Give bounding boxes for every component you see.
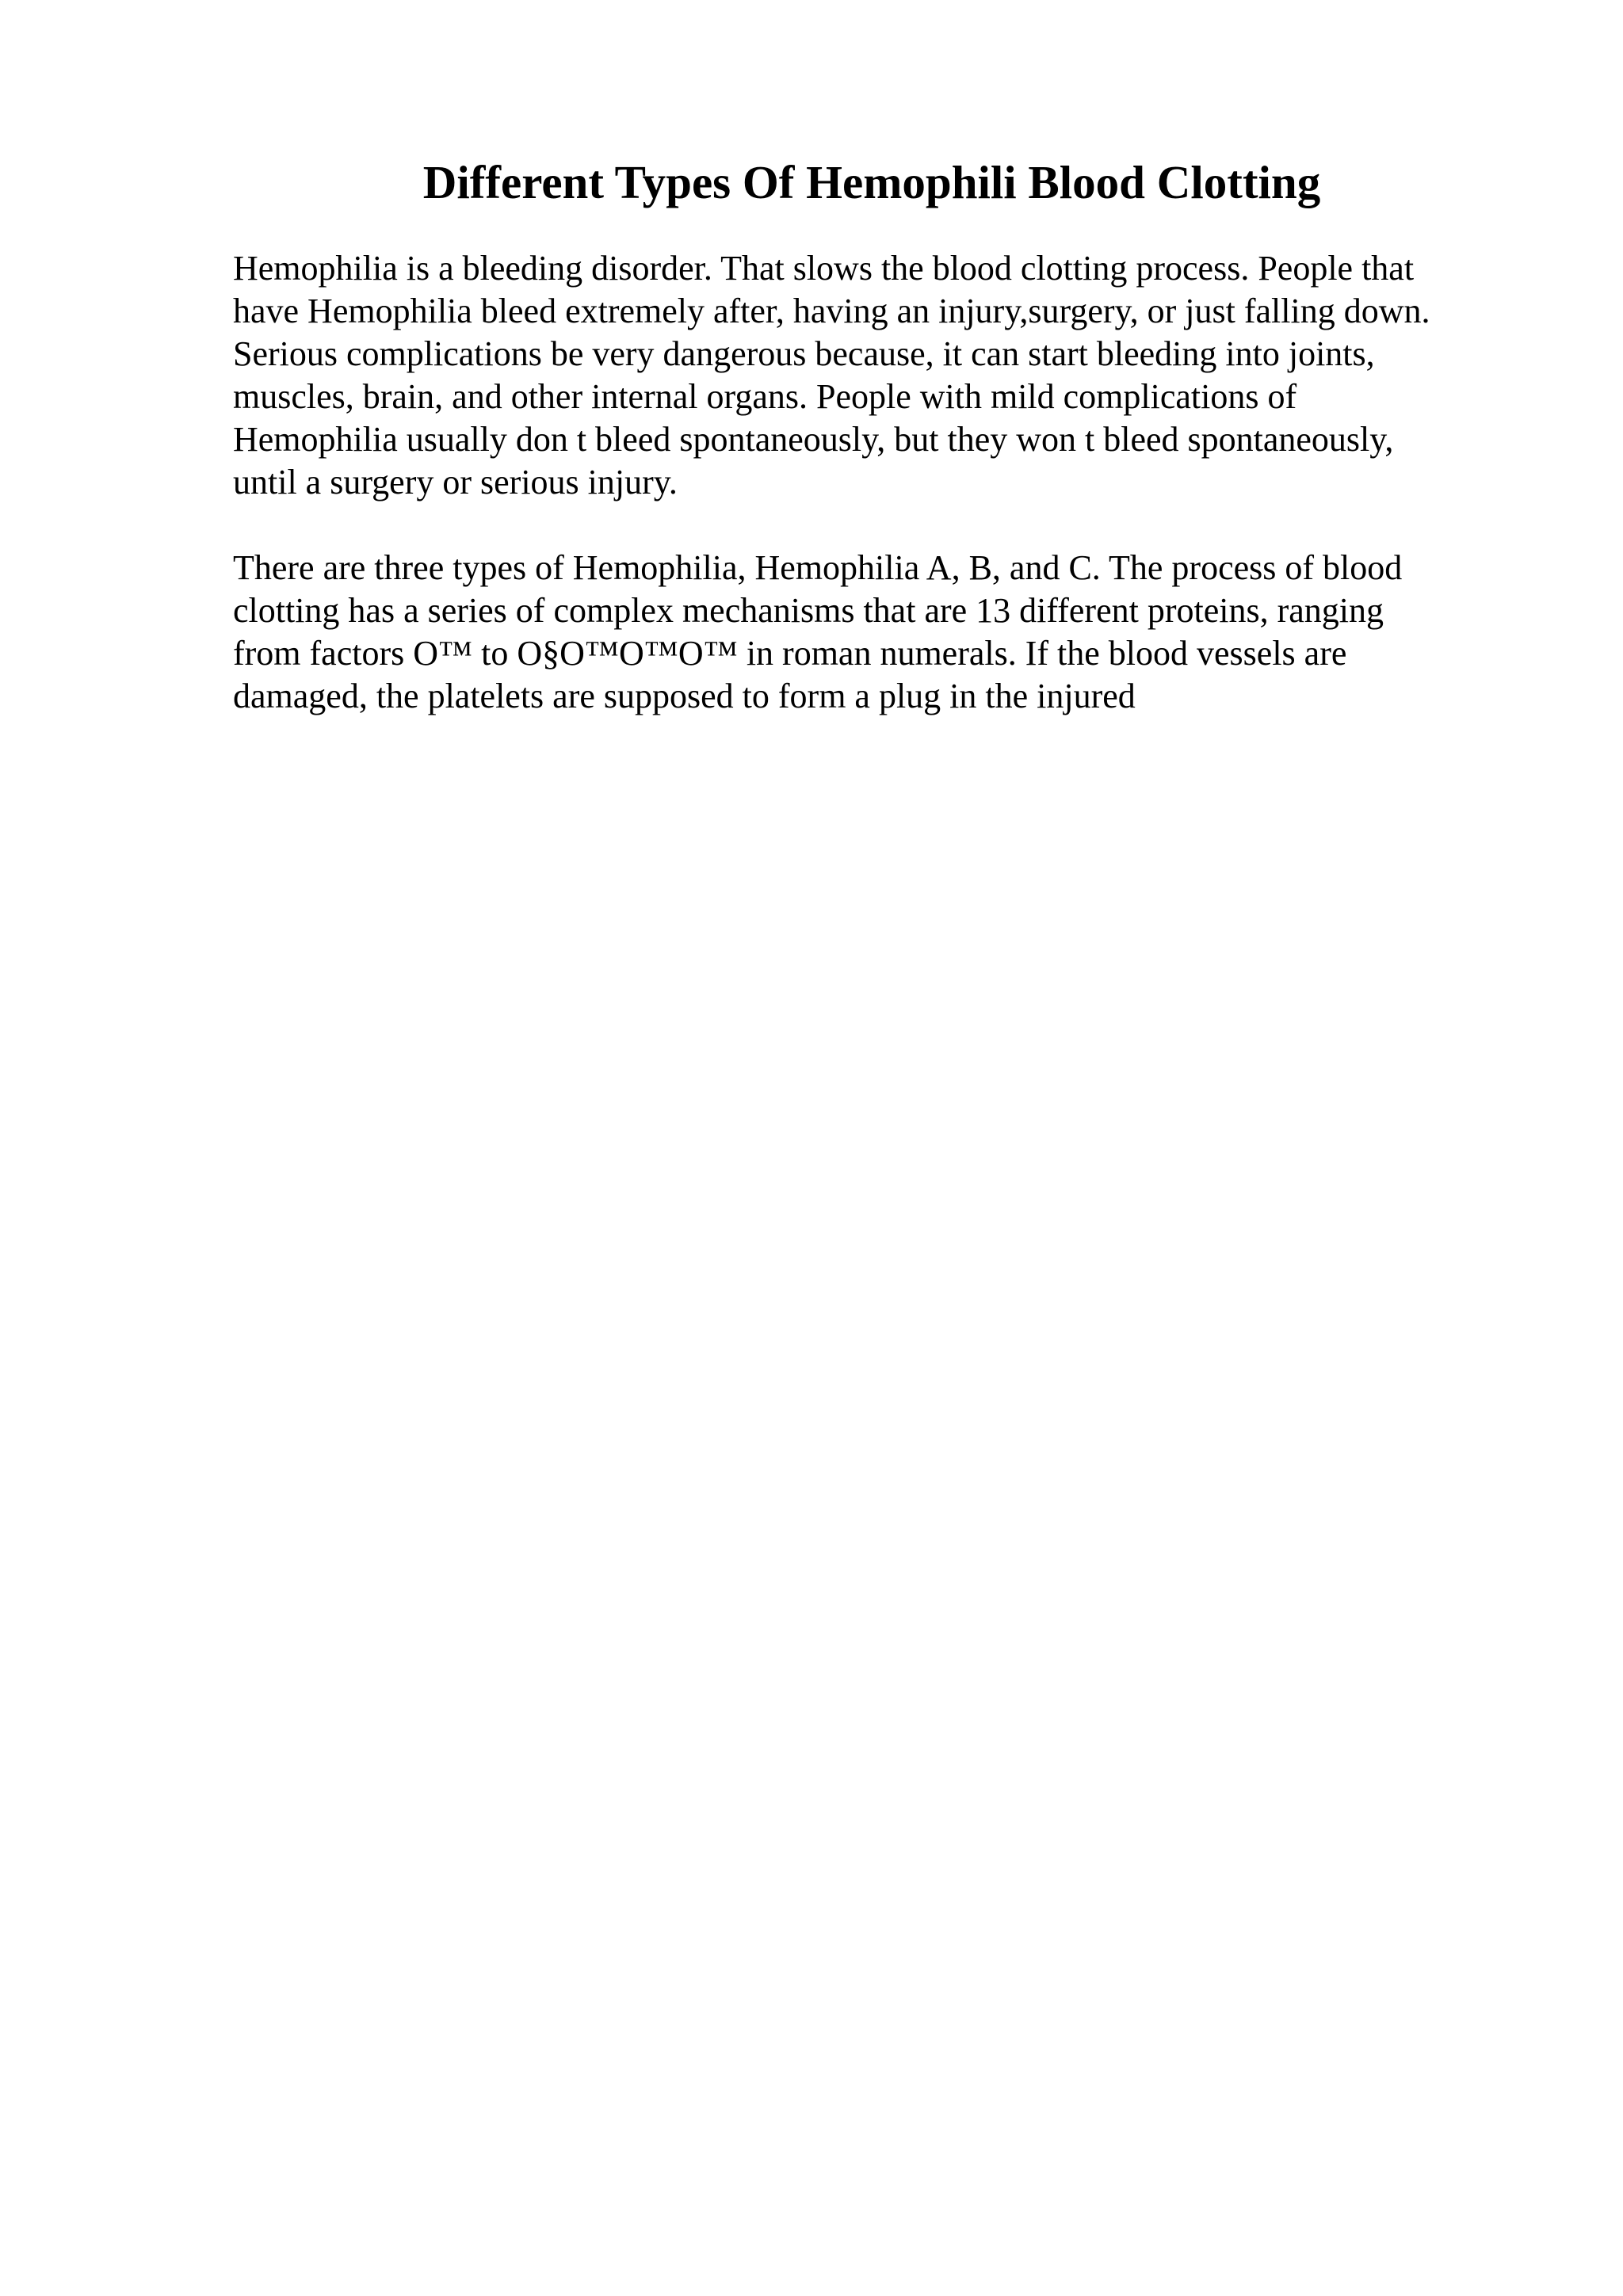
paragraph-2-line-4: damaged, the platelets are supposed to form a plug in the injured [233,677,1136,715]
paragraph-1-line-4: muscles, brain, and other internal organs. People with mild complications of [233,377,1297,416]
paragraph-1-line-6: until a surgery or serious injury. [233,463,678,502]
paragraph-2-line-2: clotting has a series of complex mechanisms that are 13 different proteins, ranging [233,591,1384,630]
paragraph-1-line-1: Hemophilia is a bleeding disorder. That slows the blood clotting process. People that [233,249,1415,288]
paragraph-2-line-3: from factors O™ to O§O™O™O™ in roman numerals. If the blood vessels are [233,634,1347,673]
paragraph-1-line-5: Hemophilia usually don t bleed spontaneously, but they won t bleed spontaneously, [233,420,1394,459]
paragraph-1-line-2: have Hemophilia bleed extremely after, having an injury,surgery, or just falling down. [233,292,1430,330]
paragraph-1-line-3: Serious complications be very dangerous because, it can start bleeding into joints, [233,334,1375,373]
document-title: Different Types Of Hemophili Blood Clotting [422,156,1321,208]
paragraph-2-line-1: There are three types of Hemophilia, Hemophilia A, B, and C. The process of blood [233,548,1403,587]
